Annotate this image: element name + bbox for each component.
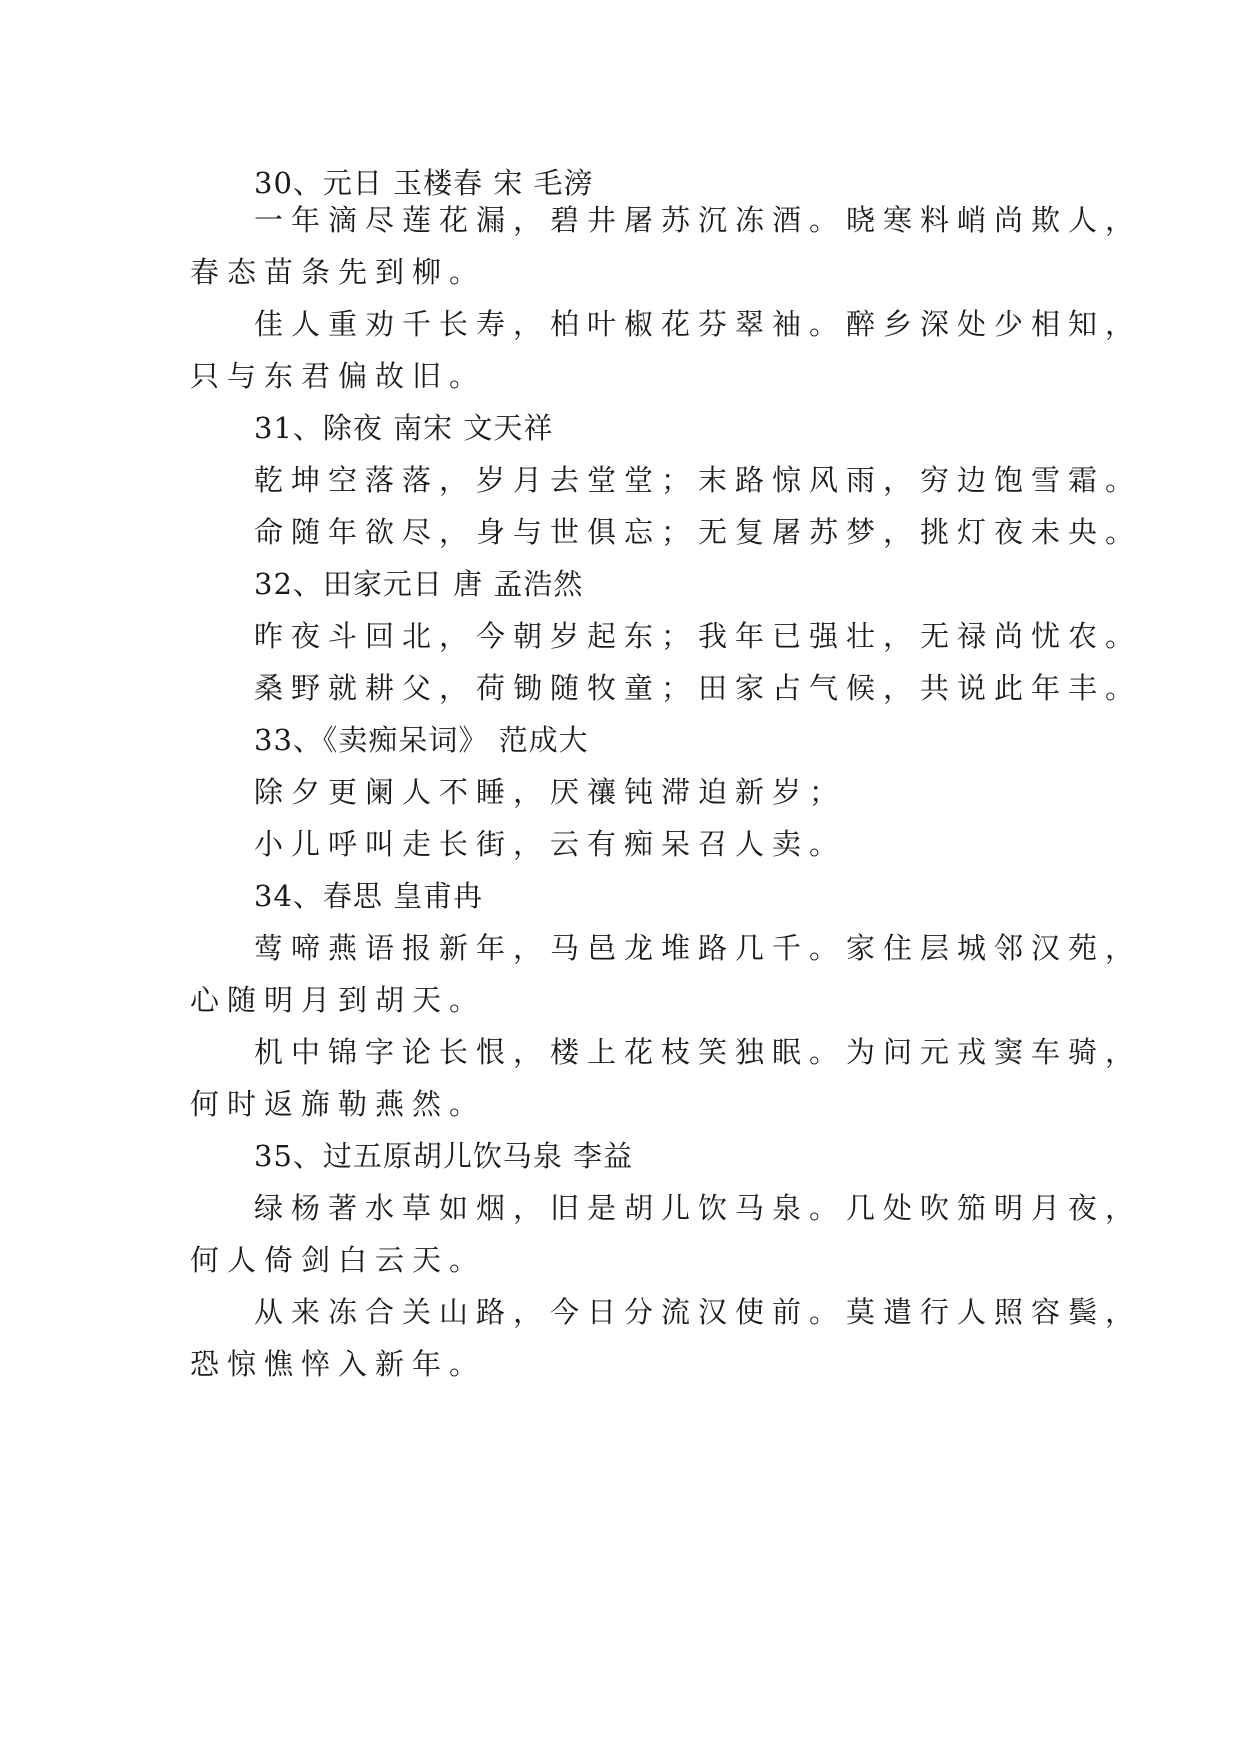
poem-line: 何人倚剑白云天。 — [190, 1243, 487, 1277]
poem-line: 绿杨著水草如烟，旧是胡儿饮马泉。几处吹笳明月夜， — [254, 1191, 1143, 1225]
poem-line: 佳人重劝千长寿，柏叶椒花芬翠袖。醉乡深处少相知， — [254, 307, 1143, 341]
poem-line: 莺啼燕语报新年，马邑龙堆路几千。家住层城邻汉苑， — [254, 931, 1143, 965]
poem-heading-35: 35、过五原胡儿饮马泉 李益 — [254, 1139, 634, 1173]
poem-line: 恐惊憔悴入新年。 — [190, 1347, 487, 1381]
poem-line: 昨夜斗回北，今朝岁起东；我年已强壮，无禄尚忧农。 — [254, 619, 1143, 653]
poem-line: 桑野就耕父，荷锄随牧童；田家占气候，共说此年丰。 — [254, 671, 1143, 705]
poem-heading-31: 31、除夜 南宋 文天祥 — [254, 411, 554, 445]
poem-line: 除夕更阑人不睡，厌禳钝滞迫新岁； — [254, 775, 847, 809]
poem-line: 何时返旆勒燕然。 — [190, 1087, 487, 1121]
poem-line: 命随年欲尽，身与世俱忘；无复屠苏梦，挑灯夜未央。 — [254, 515, 1143, 549]
poem-heading-30: 30、元日 玉楼春 宋 毛滂 — [254, 166, 594, 200]
poem-line: 只与东君偏故旧。 — [190, 359, 487, 393]
poem-line: 心随明月到胡天。 — [190, 983, 487, 1017]
poem-heading-34: 34、春思 皇甫冉 — [254, 879, 484, 913]
poem-heading-33: 33、《卖痴呆词》 范成大 — [254, 723, 589, 757]
poem-line: 机中锦字论长恨，楼上花枝笑独眠。为问元戎窦车骑， — [254, 1035, 1143, 1069]
poem-line: 乾坤空落落，岁月去堂堂；末路惊风雨，穷边饱雪霜。 — [254, 463, 1143, 497]
poem-line: 一年滴尽莲花漏，碧井屠苏沉冻酒。晓寒料峭尚欺人， — [254, 203, 1143, 237]
poem-line: 春态苗条先到柳。 — [190, 255, 487, 289]
poem-line: 小儿呼叫走长街，云有痴呆召人卖。 — [254, 827, 847, 861]
poem-line: 从来冻合关山路，今日分流汉使前。莫遣行人照容鬓， — [254, 1295, 1143, 1329]
poem-heading-32: 32、田家元日 唐 孟浩然 — [254, 567, 584, 601]
